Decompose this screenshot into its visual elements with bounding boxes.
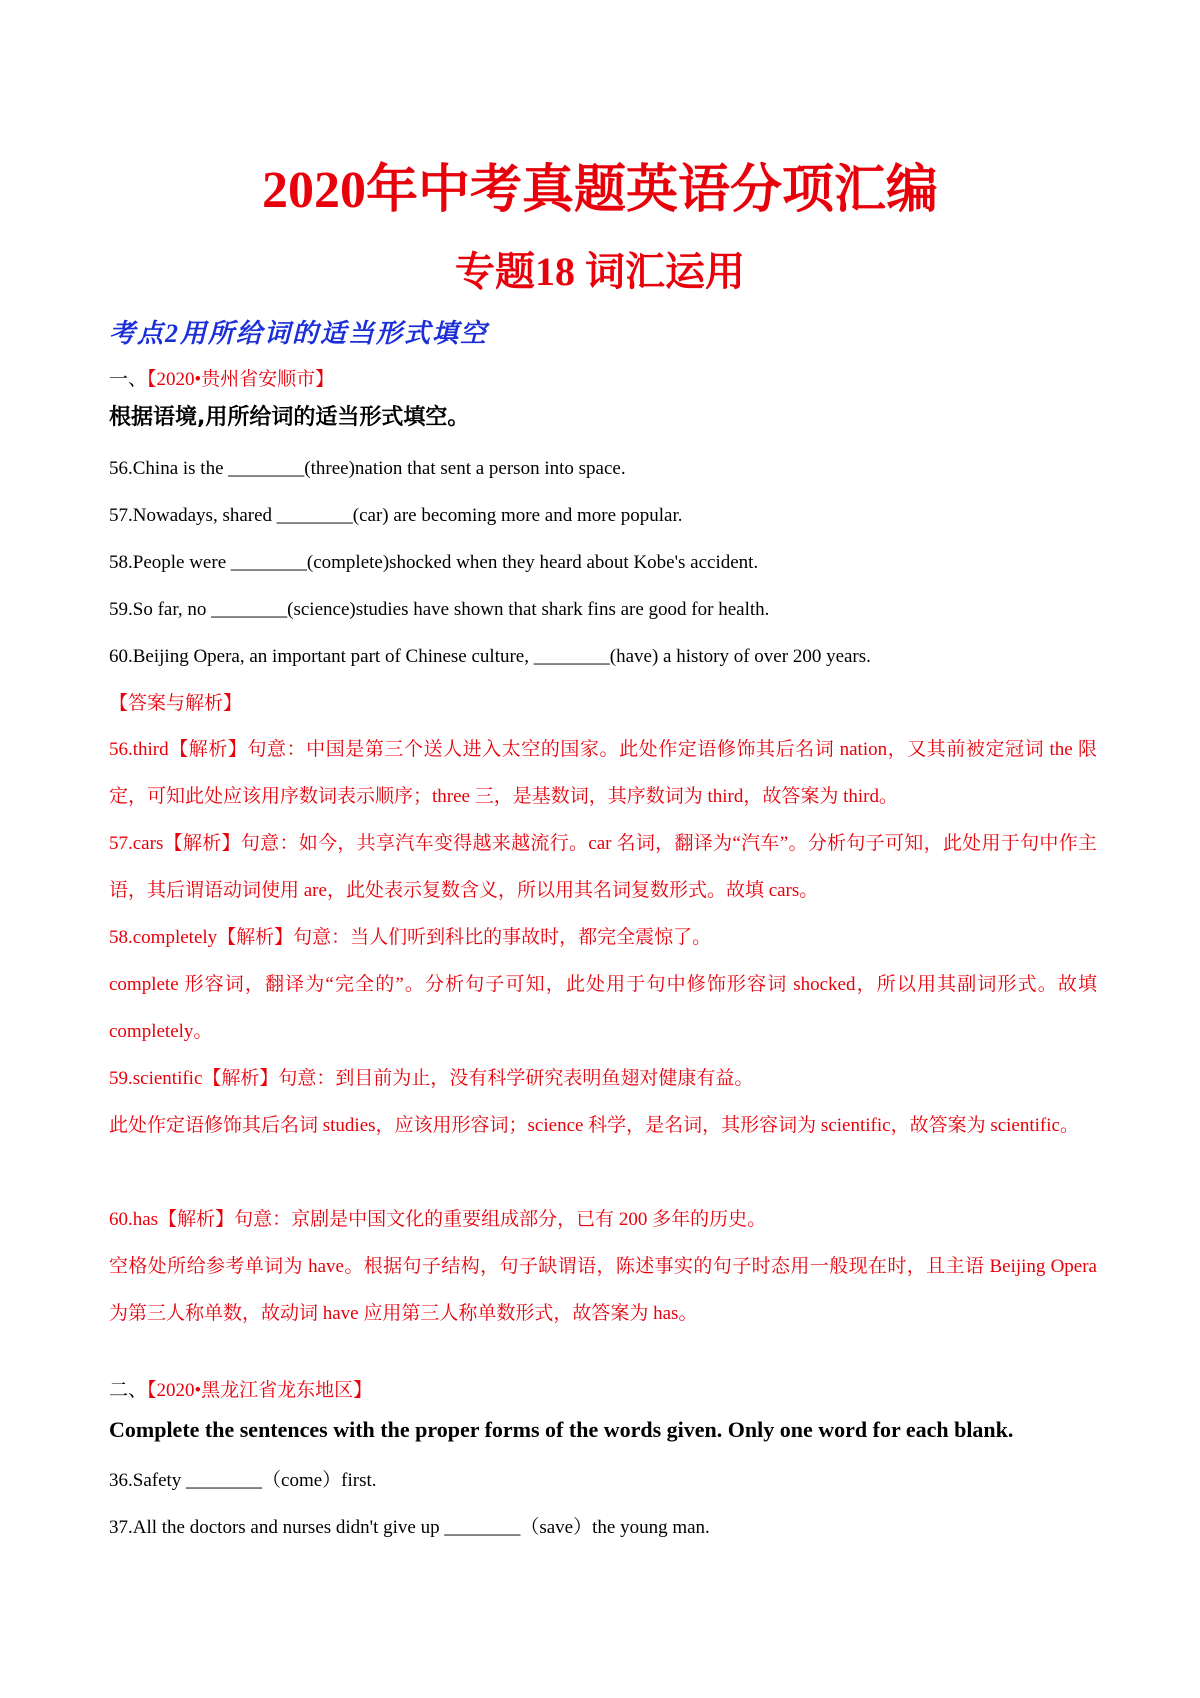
question-60: 60.Beijing Opera, an important part of Chinese culture, ________(have) a history of over 200 years. xyxy=(109,646,871,667)
section1-prefix: 一、 xyxy=(109,369,148,390)
explanation-58-sentence: 58.completely【解析】句意：当人们听到科比的事故时，都完全震惊了。 xyxy=(109,927,712,948)
explanation-58-analysis: complete 形容词，翻译为“完全的”。分析句子可知，此处用于句中修饰形容词 shocked，所以用其副词形式。故填 completely。 xyxy=(109,974,1097,1042)
explanation-60-analysis: 空格处所给参考单词为 have。根据句子结构，句子缺谓语，陈述事实的句子时态用一般现在时，且主语 Beijing Opera 为第三人称单数，故动词 have 应用第三人称单数形式，故答案为 has。 xyxy=(109,1256,1097,1324)
question-58: 58.People were ________(complete)shocked when they heard about Kobe's accident. xyxy=(109,552,759,573)
point-heading: 考点2用所给词的适当形式填空 xyxy=(109,319,489,348)
question-56: 56.China is the ________(three)nation that sent a person into space. xyxy=(109,458,626,479)
page-title: 2020年中考真题英语分项汇编 xyxy=(261,162,938,219)
section2-prefix: 二、 xyxy=(109,1380,148,1401)
question-59: 59.So far, no ________(science)studies have shown that shark fins are good for health. xyxy=(109,599,770,620)
question-37: 37.All the doctors and nurses didn't give up ________（save）the young man. xyxy=(109,1517,710,1538)
section1-source: 【2020•贵州省安顺市】 xyxy=(147,369,335,390)
explanation-59-sentence: 59.scientific【解析】句意：到目前为止，没有科学研究表明鱼翅对健康有益。 xyxy=(109,1068,754,1089)
section2-source: 【2020•黑龙江省龙东地区】 xyxy=(147,1380,373,1401)
explanation-56: 56.third【解析】句意：中国是第三个送人进入太空的国家。此处作定语修饰其后名词 nation，又其前被定冠词 the 限定，可知此处应该用序数词表示顺序；three 三，是基数词，其序数词为 third，故答案为 third。 xyxy=(109,739,1097,807)
explanation-60-sentence: 60.has【解析】句意：京剧是中国文化的重要组成部分，已有 200 多年的历史。 xyxy=(109,1209,767,1230)
explanation-59-analysis: 此处作定语修饰其后名词 studies，应该用形容词；science 科学，是名词，其形容词为 scientific，故答案为 scientific。 xyxy=(109,1115,1079,1136)
section2-instruction: Complete the sentences with the proper forms of the words given. Only one word for each blank. xyxy=(109,1417,1014,1442)
page-subtitle: 专题18 词汇运用 xyxy=(455,249,745,294)
question-57: 57.Nowadays, shared ________(car) are becoming more and more popular. xyxy=(109,505,683,526)
explanation-57: 57.cars【解析】句意：如今，共享汽车变得越来越流行。car 名词，翻译为“汽车”。分析句子可知，此处用于句中作主语，其后谓语动词使用 are，此处表示复数含义，所以用其名词复数形式。故填 cars。 xyxy=(109,833,1097,901)
question-36: 36.Safety ________（come）first. xyxy=(109,1470,377,1491)
answer-header: 【答案与解析】 xyxy=(109,693,243,714)
section2-header xyxy=(109,1377,372,1405)
section1-instruction: 根据语境,用所给词的适当形式填空。 xyxy=(109,405,470,430)
section1-header xyxy=(109,366,334,394)
